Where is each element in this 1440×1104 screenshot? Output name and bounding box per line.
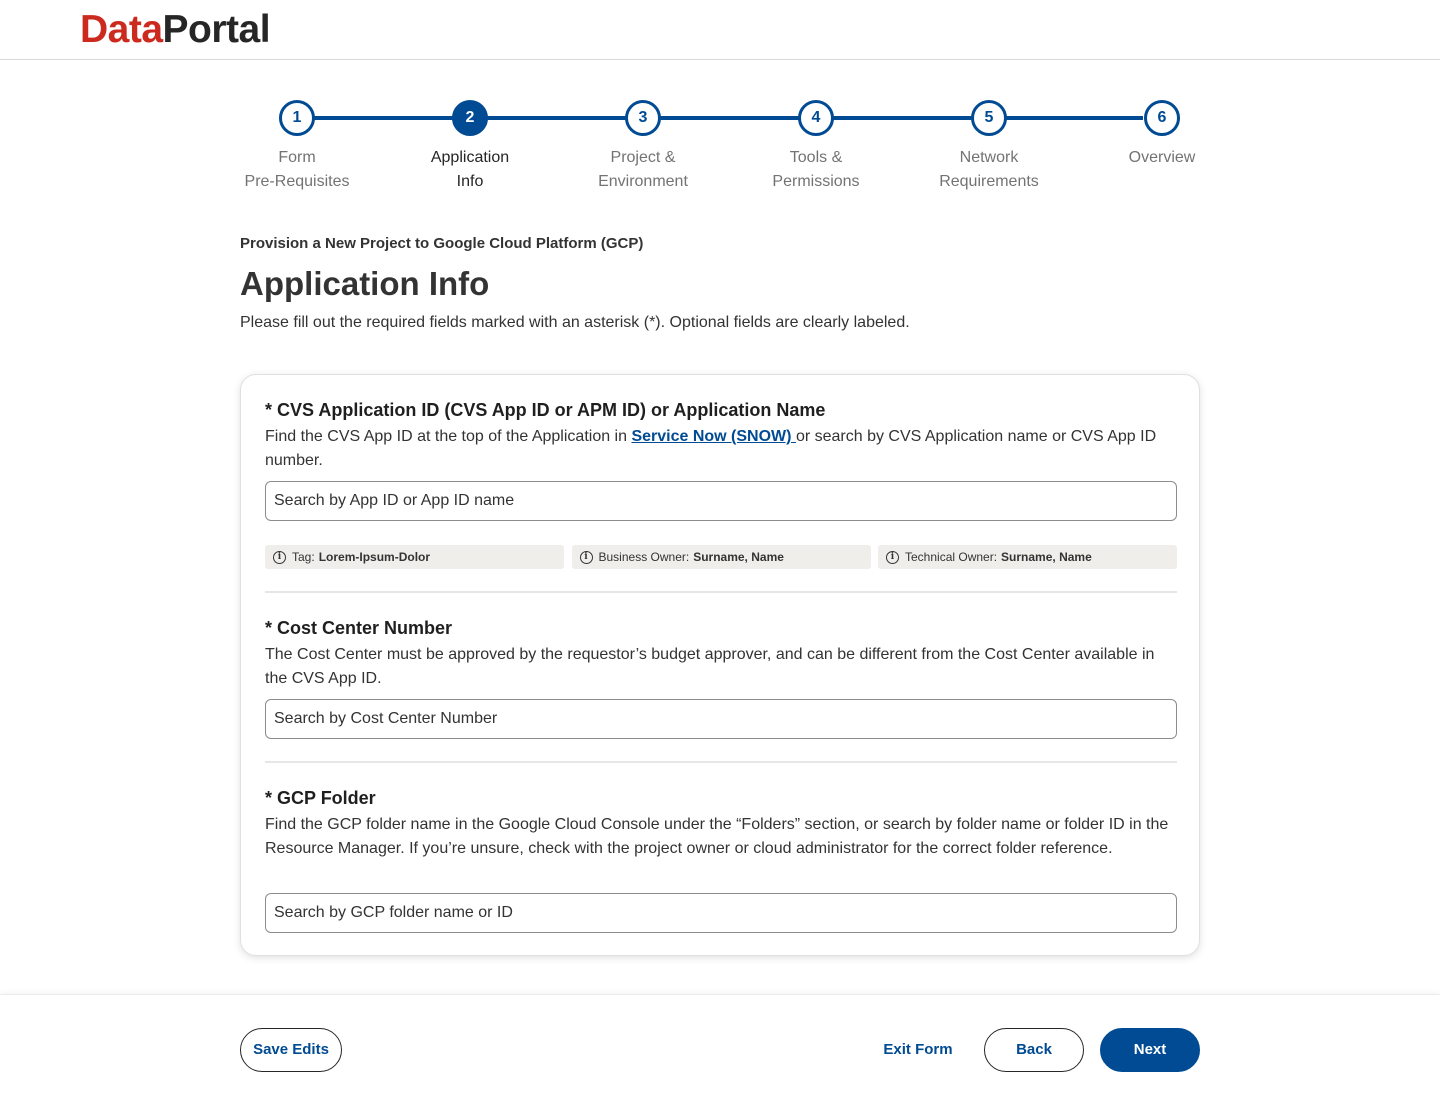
step-project-environment[interactable]	[573, 100, 713, 194]
app-id-description: Find the CVS App ID at the top of the Application in Service Now (SNOW) or search by CVS Application name or CVS App ID number.	[265, 428, 1157, 469]
step-number: 3	[625, 100, 661, 136]
back-button[interactable]: Back	[984, 1028, 1084, 1072]
form-subtitle: Provision a New Project to Google Cloud Platform (GCP)	[240, 235, 644, 252]
application-info-card	[240, 374, 1200, 956]
app-id-section	[265, 398, 1177, 473]
info-icon: i	[886, 551, 899, 564]
form-footer	[0, 994, 1440, 1104]
step-number: 1	[279, 100, 315, 136]
step-label: Form Pre-Requisites	[244, 149, 350, 190]
next-button[interactable]: Next	[1100, 1028, 1200, 1072]
step-number: 5	[971, 100, 1007, 136]
gcp-folder-heading: * GCP Folder	[265, 788, 376, 808]
cost-center-heading: * Cost Center Number	[265, 618, 453, 638]
cost-center-search-input[interactable]	[265, 699, 1177, 739]
section-divider	[265, 761, 1177, 763]
step-form-prerequisites[interactable]	[227, 100, 367, 194]
business-owner-chip: i Business Owner: Surname, Name	[572, 545, 871, 569]
step-overview[interactable]	[1092, 100, 1232, 170]
progress-stepper	[240, 100, 1200, 200]
save-edits-button[interactable]: Save Edits	[240, 1028, 342, 1072]
info-icon: i	[580, 551, 593, 564]
step-label: Network Requirements	[939, 149, 1039, 190]
dataportal-logo[interactable]: DataPortal	[80, 8, 271, 51]
step-label: Overview	[1128, 149, 1196, 166]
app-header	[0, 0, 1440, 60]
step-label: Project & Environment	[598, 149, 688, 190]
technical-owner-chip: i Technical Owner: Surname, Name	[878, 545, 1177, 569]
step-label: Application Info	[430, 149, 510, 190]
step-label: Tools & Permissions	[772, 149, 860, 190]
section-divider	[265, 591, 1177, 593]
form-instructions: Please fill out the required fields marked with an asterisk (*). Optional fields are clearly labeled.	[240, 314, 910, 331]
service-now-link[interactable]: Service Now (SNOW)	[631, 428, 796, 445]
cost-center-description: The Cost Center must be approved by the requestor’s budget approver, and can be different from the Cost Center available in the CVS App ID.	[265, 646, 1155, 687]
gcp-folder-search-input[interactable]	[265, 893, 1177, 933]
step-application-info[interactable]	[400, 100, 540, 194]
tag-chip: i Tag: Lorem-Ipsum-Dolor	[265, 545, 564, 569]
step-number: 6	[1144, 100, 1180, 136]
info-icon: i	[273, 551, 286, 564]
gcp-folder-description: Find the GCP folder name in the Google Cloud Console under the “Folders” section, or search by folder name or folder ID in the Resource Manager. If you’re unsure, check with the project owner or cloud administrator for the correct folder reference.	[265, 816, 1169, 857]
gcp-folder-section	[265, 786, 1177, 861]
page-title: Application Info	[240, 265, 490, 302]
app-id-search-input[interactable]	[265, 481, 1177, 521]
app-id-heading: * CVS Application ID (CVS App ID or APM ID) or Application Name	[265, 400, 826, 420]
cost-center-section	[265, 616, 1177, 691]
step-number: 4	[798, 100, 834, 136]
step-network-requirements[interactable]	[919, 100, 1059, 194]
app-metadata-tags	[265, 545, 1177, 569]
step-number: 2	[452, 100, 488, 136]
step-tools-permissions[interactable]	[746, 100, 886, 194]
exit-form-button[interactable]: Exit Form	[874, 1028, 962, 1072]
